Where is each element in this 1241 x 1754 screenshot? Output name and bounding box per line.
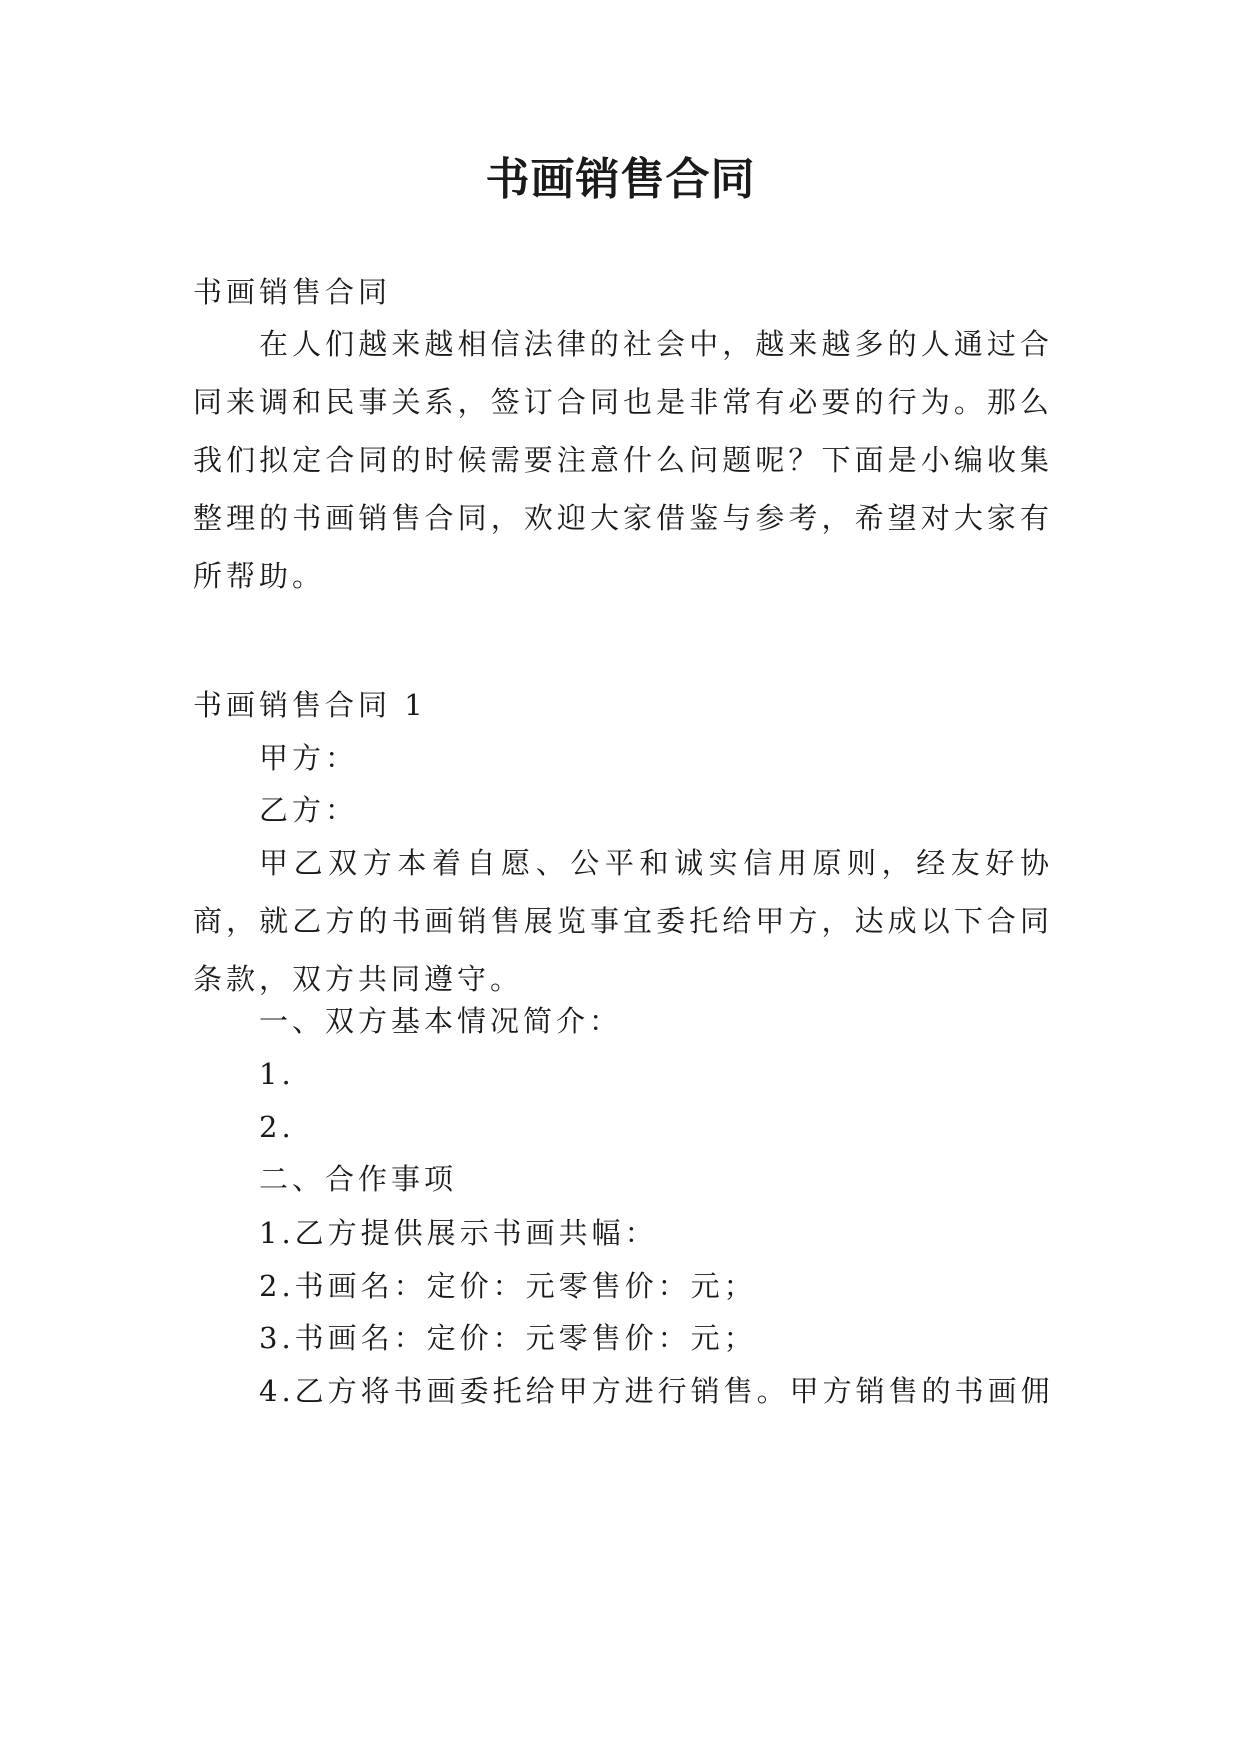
section-1-title: 一、双方基本情况简介：	[259, 1004, 623, 1038]
party-b-label: 乙方：	[259, 793, 359, 827]
document-title: 书画销售合同	[485, 154, 756, 205]
section-1-item: 2.	[259, 1110, 295, 1144]
section-2-item: 3.书画名：定价：元零售价：元；	[259, 1321, 757, 1355]
intro-paragraph: 在人们越来越相信法律的社会中，越来越多的人通过合同来调和民事关系，签订合同也是非常有必要的行为。那么我们拟定合同的时候需要注意什么问题呢？下面是小编收集整理的书画销售合同，欢迎大家借鉴与参考，希望对大家有所帮助。	[193, 327, 1053, 593]
section-2-item: 1.乙方提供展示书画共幅：	[259, 1216, 658, 1250]
document-body	[193, 263, 1053, 1663]
section-2-title: 二、合作事项	[259, 1162, 458, 1196]
party-a-label: 甲方：	[259, 741, 359, 775]
intro-heading: 书画销售合同	[193, 275, 392, 309]
section-2-item: 2.书画名：定价：元零售价：元；	[259, 1269, 757, 1303]
section-1-item: 1.	[259, 1057, 295, 1091]
section-2-item: 4.乙方将书画委托给甲方进行销售。甲方销售的书画佣	[259, 1374, 1054, 1408]
contract-heading: 书画销售合同 1	[193, 688, 427, 722]
contract-preamble: 甲乙双方本着自愿、公平和诚实信用原则，经友好协商，就乙方的书画销售展览事宜委托给甲方，达成以下合同条款，双方共同遵守。	[193, 846, 1053, 996]
